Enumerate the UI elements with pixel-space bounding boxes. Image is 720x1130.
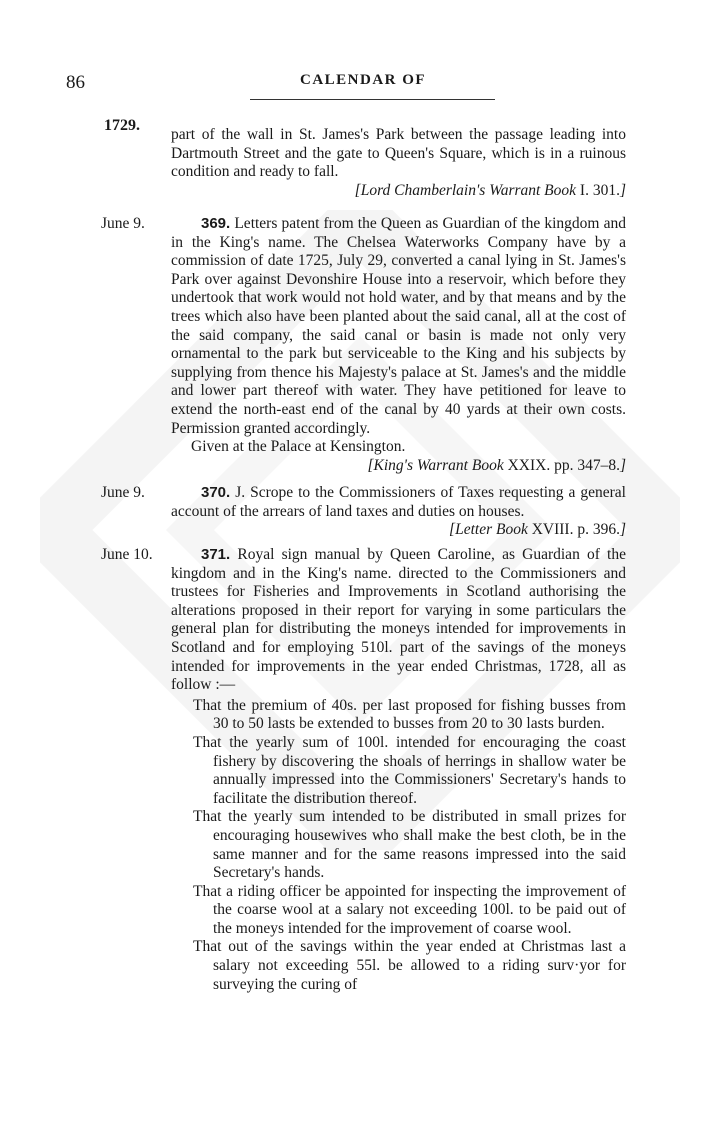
entry-text: Letters patent from the Queen as Guardian of the kingdom and in the King's name. The Chelsea Waterworks Company have by a commission of date 1725, July 29, converted a canal lying in St. James's Park over against Devonshire House into a reservoir, which before they undertook that work would not hold water, and by that means and by the trees which also have been planted about the said canal, all at the cost of the said company, the said canal or basin is made not only very ornamental to the park but serviceable to the King and his subjects by supplying from thence his Majesty's palace at St. James's and the middle and lower part thereof with water. They have petitioned for leave to extend the north-east end of the canal by 40 yards at their own costs. Permission granted accordingly.: [171, 215, 626, 437]
entry-369: [171, 215, 626, 475]
header-rule: [250, 99, 495, 100]
entry-date: June 9.: [101, 215, 145, 232]
list-item: That the premium of 40s. per last proposed for fishing busses from 30 to 50 lasts be extended to busses from 20 to 30 lasts burden.: [193, 696, 626, 733]
reference-title: Letter Book: [455, 521, 528, 539]
entry-370: [171, 484, 626, 540]
entry-items: [193, 697, 626, 995]
continuation-entry: [171, 126, 626, 200]
year-margin: 1729.: [104, 117, 140, 134]
list-item: That the yearly sum of 100l. intended for encouraging the coast fishery by discovering the shoals of herrings in shallow water be annually impressed into the Commissioners' Secretary's hands to facilitate the distribution thereof.: [193, 733, 626, 807]
running-head: CALENDAR OF: [300, 72, 427, 88]
reference: [Lord Chamberlain's Warrant Book I. 301.]: [354, 181, 626, 199]
reference-detail: XXIX. pp. 347–8.: [507, 456, 620, 474]
entry-number: 371.: [201, 546, 231, 563]
entry-text: Royal sign manual by Queen Caroline, as Guardian of the kingdom and in the King's name. directed to the Commissioners and trustees for Fisheries and Improvements in Scotland authorising the alterations proposed in their report for varying in some particulars the general plan for distributing the moneys intended for improvements in Scotland and for employing 510l. part of the savings of the moneys intended for improvements in the year ended Christmas, 1728, all as follow :—: [171, 546, 626, 694]
entry-371: [171, 546, 626, 994]
entry-date: June 9.: [101, 484, 145, 501]
entry-text: J. Scrope to the Commissioners of Taxes requesting a general account of the arrears of land taxes and duties on houses.: [171, 484, 626, 520]
page-number: 86: [66, 72, 85, 93]
reference-title: King's Warrant Book: [373, 456, 504, 474]
list-item: That out of the savings within the year ended at Christmas last a salary not exceeding 55l. be allowed to a riding surv·yor for surveying the curing of: [193, 938, 626, 993]
list-item: That the yearly sum intended to be distributed in small prizes for encouraging housewives who shall make the best cloth, be in the same manner and for the same reasons impressed into the said Secretary's hands.: [193, 808, 626, 882]
reference-title: Lord Chamberlain's Warrant Book: [360, 181, 577, 199]
entry-given: Given at the Palace at Kensington.: [191, 438, 406, 456]
list-item: That a riding officer be appointed for inspecting the improvement of the coarse wool at a salary not exceeding 100l. to be paid out of the moneys intended for the improvement of coarse wool.: [193, 882, 626, 937]
continuation-text: part of the wall in St. James's Park between the passage leading into Dartmouth Street and the gate to Queen's Square, which is in a ruinous condition and ready to fall.: [171, 126, 626, 181]
entry-number: 369.: [201, 215, 231, 232]
reference-detail: XVIII. p. 396.: [531, 521, 620, 539]
reference-detail: I. 301.: [579, 181, 620, 199]
entry-date: June 10.: [101, 546, 153, 563]
entry-number: 370.: [201, 484, 231, 501]
reference: [Letter Book XVIII. p. 396.]: [449, 521, 626, 539]
reference: [King's Warrant Book XXIX. pp. 347–8.]: [367, 456, 626, 474]
